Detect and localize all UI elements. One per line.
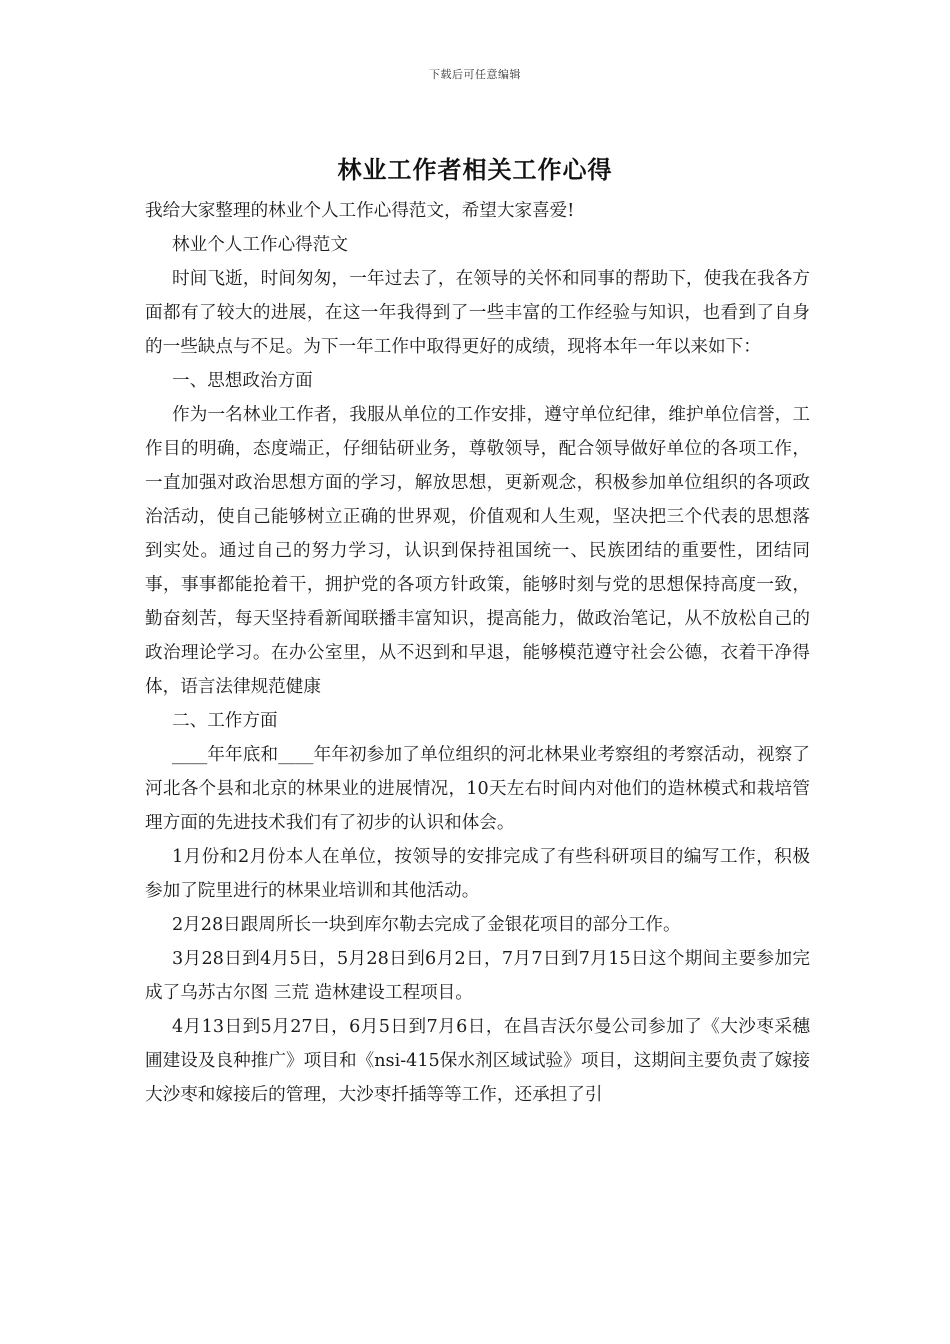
section-heading-politics: 一、思想政治方面	[172, 371, 313, 391]
header-note: 下载后可任意编辑	[429, 68, 521, 81]
paragraph-work-feb28: 2月28日跟周所长一块到库尔勒去完成了金银花项目的部分工作。	[172, 915, 681, 935]
section-heading-work: 二、工作方面	[172, 711, 278, 731]
paragraph-intro: 我给大家整理的林业个人工作心得范文，希望大家喜爱!	[145, 201, 575, 221]
paragraph-work-inspection: ____年年底和____年年初参加了单位组织的河北林果业考察组的考察活动，视察了河北各个县和北京的林果业的进展情况，10天左右时间内对他们的造林模式和栽培管理方面的先进技术我们有了初步的认识和体会。	[145, 745, 810, 833]
paragraph-opening: 时间飞逝，时间匆匆，一年过去了，在领导的关怀和同事的帮助下，使我在我各方面都有了较大的进展，在这一年我得到了一些丰富的工作经验与知识，也看到了自身的一些缺点与不足。为下一年工作中取得更好的成绩，现将本年一年以来如下：	[145, 269, 810, 357]
paragraph-work-wusu: 3月28日到4月5日，5月28日到6月2日，7月7日到7月15日这个期间主要参加完成了乌苏古尔图 三荒 造林建设工程项目。	[145, 949, 810, 1003]
paragraph-subtitle: 林业个人工作心得范文	[172, 235, 348, 255]
document-title: 林业工作者相关工作心得	[337, 155, 613, 184]
paragraph-work-changji: 4月13日到5月27日，6月5日到7月6日，在昌吉沃尔曼公司参加了《大沙枣采穗圃建设及良种推广》项目和《nsi-415保水剂区域试验》项目，这期间主要负责了嫁接大沙枣和嫁接后的管理，大沙枣扦插等等工作，还承担了引	[145, 1017, 810, 1105]
document-body	[145, 194, 810, 1112]
paragraph-politics: 作为一名林业工作者，我服从单位的工作安排，遵守单位纪律，维护单位信誉，工作目的明确，态度端正，仔细钻研业务，尊敬领导，配合领导做好单位的各项工作，一直加强对政治思想方面的学习，解放思想，更新观念，积极参加单位组织的各项政治活动，使自己能够树立正确的世界观，价值观和人生观，坚决把三个代表的思想落到实处。通过自己的努力学习，认识到保持祖国统一、民族团结的重要性，团结同事，事事都能抢着干，拥护党的各项方针政策，能够时刻与党的思想保持高度一致，勤奋刻苦，每天坚持看新闻联播丰富知识，提高能力，做政治笔记，从不放松自己的政治理论学习。在办公室里，从不迟到和早退，能够模范遵守社会公德，衣着干净得体，语言法律规范健康	[145, 405, 810, 697]
paragraph-work-jan-feb: 1月份和2月份本人在单位，按领导的安排完成了有些科研项目的编写工作，积极参加了院里进行的林果业培训和其他活动。	[145, 847, 810, 901]
